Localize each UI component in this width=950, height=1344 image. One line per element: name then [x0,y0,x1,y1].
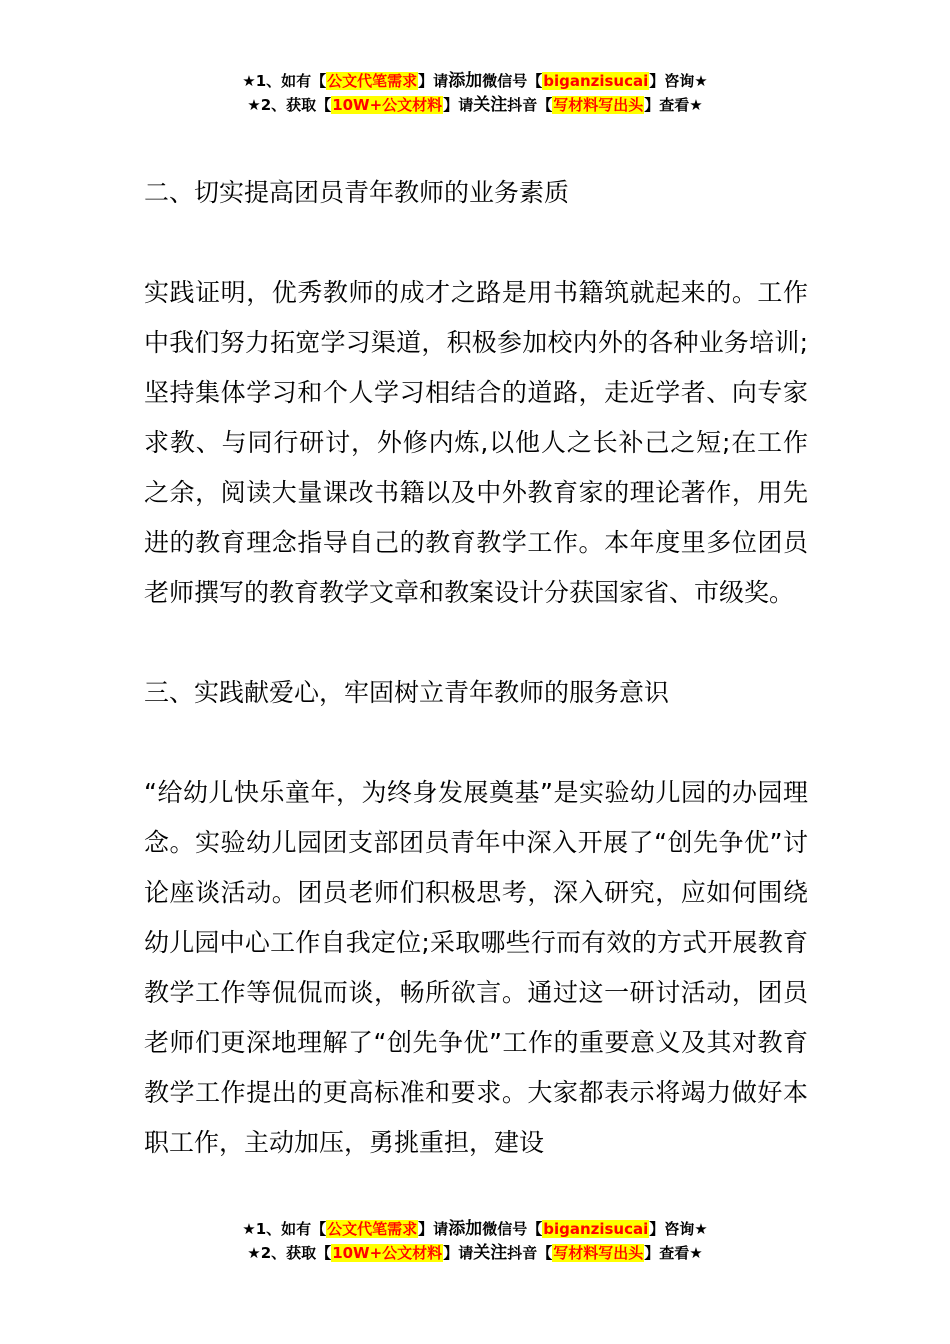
banner-text: ★1、如有【 [242,1220,327,1238]
banner-emphasis: 关注 [473,1243,508,1263]
header-banner [0,69,950,117]
banner-emphasis: 添加 [448,71,483,91]
section-heading-2: 二、切实提高团员青年教师的业务素质 [144,178,570,207]
banner-text: 】查看★ [644,96,703,114]
banner-text: 】查看★ [644,1244,703,1262]
banner-line-1 [0,69,950,93]
section-heading-3: 三、实践献爱心，牢固树立青年教师的服务意识 [144,678,670,707]
highlight-douyin: 写材料写出头 [553,1244,644,1262]
banner-emphasis: 关注 [473,95,508,115]
banner-text: 微信号【 [482,1220,543,1238]
banner-text: 】请 [443,1244,474,1262]
highlight-wechat-id: biganzisucai [543,1220,649,1238]
paragraph-2: 实践证明，优秀教师的成才之路是用书籍筑就起来的。工作中我们努力拓宽学习渠道，积极参加校内外的各种业务培训;坚持集体学习和个人学习相结合的道路，走近学者、向专家求教、与同行研讨，外修内炼,以他人之长补己之短;在工作之余，阅读大量课改书籍以及中外教育家的理论著作，用先进的教育理念指导自己的教育教学工作。本年度里多位团员老师撰写的教育教学文章和教案设计分获国家省、市级奖。 [144,278,808,607]
highlight-materials: 10W+公文材料 [332,96,443,114]
highlight-service: 公文代笔需求 [327,1220,418,1238]
banner-emphasis: 添加 [448,1219,483,1239]
highlight-service: 公文代笔需求 [327,72,418,90]
highlight-wechat-id: biganzisucai [543,72,649,90]
banner-text: ★2、获取【 [247,1244,332,1262]
highlight-materials: 10W+公文材料 [332,1244,443,1262]
banner-line-2 [0,1241,950,1265]
banner-text: ★2、获取【 [247,96,332,114]
footer-banner [0,1217,950,1265]
banner-line-2 [0,93,950,117]
document-body [144,168,808,1168]
banner-text: ★1、如有【 [242,72,327,90]
paragraph-3: “给幼儿快乐童年，为终身发展奠基”是实验幼儿园的办园理念。实验幼儿园团支部团员青年中深入开展了“创先争优”讨论座谈活动。团员老师们积极思考，深入研究，应如何围绕幼儿园中心工作自我定位;采取哪些行而有效的方式开展教育教学工作等侃侃而谈，畅所欲言。通过这一研讨活动，团员老师们更深地理解了“创先争优”工作的重要意义及其对教育教学工作提出的更高标准和要求。大家都表示将竭力做好本职工作，主动加压，勇挑重担，建设 [144,778,808,1157]
banner-text: 抖音【 [507,1244,553,1262]
banner-text: 抖音【 [507,96,553,114]
banner-text: 】请 [418,72,449,90]
banner-line-1 [0,1217,950,1241]
highlight-douyin: 写材料写出头 [553,96,644,114]
banner-text: 】咨询★ [649,72,708,90]
banner-text: 】咨询★ [649,1220,708,1238]
banner-text: 】请 [443,96,474,114]
banner-text: 】请 [418,1220,449,1238]
banner-text: 微信号【 [482,72,543,90]
